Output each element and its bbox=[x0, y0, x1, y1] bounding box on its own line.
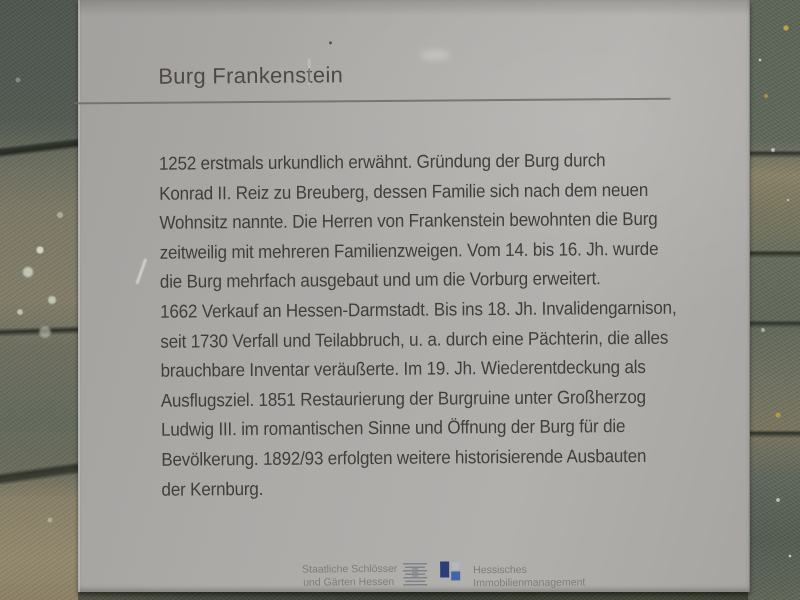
body-text-line: brauchbare Inventar veräußerte. Im 19. Jh. Wiederentdeckung als bbox=[160, 356, 646, 381]
org2-line1: Hessisches bbox=[473, 563, 527, 577]
stone-wall-right bbox=[748, 0, 800, 600]
info-sign-panel bbox=[78, 0, 750, 592]
hessen-stripes-emblem-icon bbox=[402, 561, 428, 587]
light-smudge-mark bbox=[420, 49, 450, 60]
logo-square-navy bbox=[440, 561, 449, 577]
logo-square-blue bbox=[451, 571, 460, 580]
org2-line2: Immobilienmanagement bbox=[473, 575, 586, 589]
footer-logos bbox=[302, 556, 585, 592]
body-text-line: 1662 Verkauf an Hessen-Darmstadt. Bis ins 18. Jh. Invalidengarnison, bbox=[160, 296, 677, 322]
stone-wall-left bbox=[0, 0, 78, 600]
org1-line2: und Gärten Hessen bbox=[303, 575, 395, 589]
org-hessisches-immobilienmanagement-label bbox=[473, 556, 585, 589]
body-text-line: 1252 erstmals urkundlich erwähnt. Gründung der Burg durch bbox=[158, 149, 606, 174]
hessisches-immobilienmanagement-logo-icon bbox=[440, 561, 464, 583]
body-text bbox=[159, 145, 695, 504]
title-divider bbox=[74, 98, 670, 105]
body-text-line: Ludwig III. im romantischen Sinne und Öffnung der Burg für die bbox=[160, 415, 626, 441]
body-text-line: Ausflugsziel. 1851 Restaurierung der Burgruine unter Großherzog bbox=[160, 385, 646, 411]
body-text-line: die Burg mehrfach ausgebaut und um die Vorburg erweitert. bbox=[159, 267, 601, 293]
body-text-line: seit 1730 Verfall und Teilabbruch, u. a. durch eine Pächterin, die alles bbox=[160, 326, 669, 352]
logo-square-light bbox=[452, 562, 459, 569]
body-text-line: der Kernburg. bbox=[161, 477, 264, 500]
body-text-line: Bevölkerung. 1892/93 erfolgten weitere historisierende Ausbauten bbox=[161, 444, 647, 470]
body-text-line: zeitweilig mit mehreren Familienzweigen. Vom 14. bis 16. Jh. wurde bbox=[159, 237, 659, 263]
body-text-line: Konrad II. Reiz zu Breuberg, dessen Familie sich nach dem neuen bbox=[159, 178, 649, 204]
dark-speck-mark bbox=[329, 41, 332, 44]
body-text-line: Wohnsitz nannte. Die Herren von Frankenstein bewohnten die Burg bbox=[159, 208, 658, 233]
org-schloesser-gaerten-hessen-label bbox=[302, 558, 398, 589]
org1-line1: Staatliche Schlösser bbox=[302, 562, 398, 576]
page-title: Burg Frankenstein bbox=[158, 62, 344, 89]
sign-content bbox=[76, 0, 753, 594]
white-scratch-mark bbox=[135, 258, 147, 284]
